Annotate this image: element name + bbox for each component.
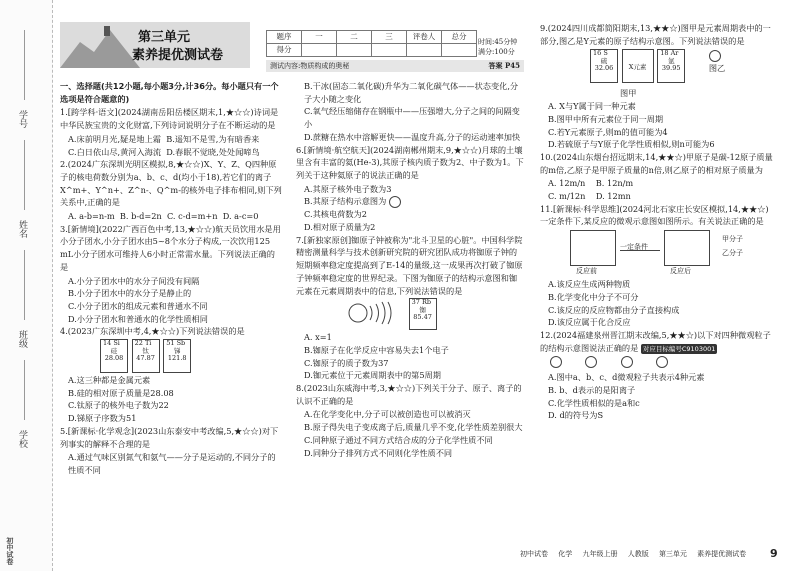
question-8: 8.(2023山东威海中考,3,★☆☆)下列关于分子、原子、离子的认识不正确的是 — [296, 383, 522, 406]
q8-option-b[interactable]: B.原子得失电子变成离子后,质量几乎不变,化学性质差别很大 — [304, 422, 523, 433]
score-head: 一 — [302, 31, 337, 44]
section-heading: 一、选择题(共12小题,每小题3分,计36分。每小题只有一个选项是符合题意的) — [60, 81, 279, 104]
element-cell: 22 Ti 钛 47.87 — [132, 339, 160, 373]
atom-diagram-icon — [389, 196, 401, 208]
q12-options — [540, 371, 776, 422]
q3-option-a[interactable]: A.小分子团水中的水分子间没有间隔 — [68, 275, 200, 286]
score-cell[interactable] — [407, 44, 442, 57]
q11-options — [540, 278, 776, 329]
q3-option-b[interactable]: B.小分子团水中的水分子是静止的 — [68, 288, 192, 299]
q4-option-c[interactable]: C.钛原子的核外电子数为22 — [68, 400, 169, 411]
score-head: 二 — [337, 31, 372, 44]
score-cell[interactable] — [372, 44, 407, 57]
q2-option-d[interactable]: D. a-c=0 — [222, 211, 259, 222]
line-student-no — [24, 30, 25, 100]
q3-options — [60, 275, 282, 326]
test-content: 测试内容:物质构成的奥秘 — [270, 62, 350, 70]
rb-element-cell: 37 Rb 铷 85.47 — [409, 298, 437, 330]
q5-option-c[interactable]: C.氧气经压缩储存在钢瓶中——压强增大,分子之间的间隔变小 — [304, 106, 520, 130]
element-cell: 14 Si 硅 28.08 — [100, 339, 128, 373]
q10-option-c[interactable]: C. m/12n — [548, 191, 586, 202]
footer-test-name: 素养提优测试卷 — [697, 550, 747, 558]
q6-option-a[interactable]: A.其原子核外电子数为3 — [304, 183, 392, 194]
score-head: 三 — [372, 31, 407, 44]
question-7: 7.[新独家原创]铷原子钟被称为"北斗卫星的心脏"。中国科学院精密测量科学与技术创新研究院的研究团队成功将铷原子钟的短期频率稳定度提高到了E-14的量级,这一成果再次打破了铷原子钟频率稳定度的世界纪录。下图为铷原子的结构示意图和铷元素在元素周期表中的信息,下列说法错误的是 — [296, 234, 523, 296]
q1-option-b[interactable]: B.遥知不是雪,为有暗香来 — [166, 133, 260, 144]
fig-jia-label: 图甲 — [620, 88, 637, 99]
score-head: 题序 — [267, 31, 302, 44]
unit-subtitle: 素养提优测试卷 — [132, 48, 224, 63]
question-2: 2.(2024广东深圳光明区模拟,8,★☆☆)X、Y、Z、Q四种原子的核电荷数分别为a、b、c、d(均小于18),若它们的离子X^m+、Y^n+、Z^n-、Q^m-的核外电子排布相同,则下列关系中,正确的是 — [60, 159, 282, 208]
label-name: 姓名 — [16, 220, 27, 238]
q9-option-c[interactable]: C.若Y元素原子,则m的值可能为4 — [548, 126, 668, 137]
q11-option-a[interactable]: A.该反应生成两种物质 — [548, 279, 631, 290]
q1-options — [60, 133, 282, 158]
q4-option-a[interactable]: A.这三种都是金属元素 — [68, 375, 151, 386]
content-bar — [266, 60, 524, 72]
score-cell[interactable] — [337, 44, 372, 57]
target-code: 对应目标编号C9103001 — [642, 344, 716, 353]
atom-diagram-icon — [656, 356, 668, 368]
q10-option-a[interactable]: A. 12m/n — [548, 178, 586, 189]
q5-option-d[interactable]: D.蔗糖在热水中溶解更快——温度升高,分子的运动速率加快 — [304, 131, 521, 142]
q11-option-c[interactable]: C.该反应的反应物都由分子直接构成 — [548, 304, 680, 315]
q4-option-d[interactable]: D.锑原子序数为51 — [68, 413, 137, 424]
question-9: 9.(2024四川成都简阳期末,13,★★☆)图甲是元素周期表中的一部分,图乙是Y元素的原子结构示意图。下列说法错误的是 — [540, 23, 771, 46]
q10-option-b[interactable]: B. 12n/m — [595, 178, 634, 189]
q12-option-a[interactable]: A.图中a、b、c、d微观粒子共表示4种元素 — [548, 372, 705, 383]
element-cells — [60, 339, 282, 373]
q8-option-d[interactable]: D.同种分子排列方式不同则化学性质不同 — [304, 447, 453, 458]
q12-option-b[interactable]: B. b、d表示的是阳离子 — [548, 385, 636, 396]
label-class: 班级 — [16, 330, 27, 348]
element-cell: 51 Sb 锑 121.8 — [163, 339, 191, 373]
unit-title: 第三单元 — [138, 30, 191, 45]
q10-option-d[interactable]: D. 12mn — [595, 191, 631, 202]
q9-option-d[interactable]: D.若硫原子与Y原子化学性质相似,则n可能为6 — [548, 139, 715, 150]
q9-options — [540, 100, 776, 151]
q8-option-c[interactable]: C.同种原子通过不同方式结合成的分子化学性质不同 — [304, 434, 493, 445]
question-5: 5.[新课标·化学观念](2023山东泰安中考改编,5,★☆☆)对下列事实的解释不合理的是 — [60, 425, 279, 449]
time-info — [478, 38, 517, 58]
q1-option-c[interactable]: C.白日依山尽,黄河入海流 — [68, 146, 162, 157]
q7-option-c[interactable]: C.铷原子的质子数为37 — [304, 357, 389, 368]
q1-option-a[interactable]: A.床前明月光,疑是地上霜 — [68, 133, 161, 144]
line-class — [24, 250, 25, 320]
before-label: 反应前 — [576, 267, 597, 276]
q8-option-a[interactable]: A.在化学变化中,分子可以被创造也可以被消灭 — [304, 409, 471, 420]
atom-diagram-icon — [709, 50, 721, 62]
q3-option-d[interactable]: D.小分子团水和普通水的化学性质相同 — [68, 313, 208, 324]
score-label: 得分 — [267, 44, 302, 57]
brand-logo: 初中试卷 — [5, 537, 15, 565]
fig-yi-label: 图乙 — [708, 63, 726, 74]
line-school — [24, 360, 25, 420]
question-6: 6.[新情境·航空航天](2024湖南郴州期末,9,★☆☆)月球的土壤里含有丰富的氦(He-3),其原子核内质子数为2、中子数为1。下列关于这种氦原子的说法正确的是 — [296, 144, 524, 180]
q12-option-c[interactable]: C.化学性质相似的是a和c — [548, 397, 640, 408]
q2-option-a[interactable]: A. a-b=n-m — [68, 211, 115, 222]
footer-unit: 第三单元 — [658, 550, 687, 558]
q8-options — [296, 408, 524, 459]
legend-yi: 乙分子 — [722, 249, 743, 258]
q2-options — [60, 210, 282, 223]
score-head: 总分 — [442, 31, 477, 44]
question-11: 11.[新课标·科学思维](2024河北石家庄长安区模拟,14,★★☆)一定条件下,某反应的微观示意图如图所示。有关说法正确的是 — [540, 203, 769, 227]
q4-option-b[interactable]: B.硅的相对原子质量是28.08 — [68, 387, 174, 398]
ar-element-cell: 18 Ar 氩 39.95 — [657, 49, 685, 83]
q6-option-c[interactable]: C.其核电荷数为2 — [304, 209, 367, 220]
reaction-arrow — [620, 250, 660, 251]
q9-figure — [540, 49, 776, 89]
q11-option-b[interactable]: B.化学变化中分子不可分 — [548, 291, 639, 302]
time-limit: 时间:45分钟 — [478, 38, 518, 46]
before-reaction-box — [570, 230, 616, 266]
q12-figure — [540, 355, 776, 371]
answer-page: 答案 P45 — [488, 61, 520, 70]
score-table — [266, 30, 477, 57]
footer-grade: 九年级上册 — [582, 550, 618, 558]
question-4: 4.(2023广东深圳中考,4,★☆☆)下列说法错误的是 — [60, 326, 245, 337]
rb-figure — [296, 298, 524, 330]
q6-option-b[interactable]: B.其原子结构示意图为 — [304, 195, 524, 208]
unit-banner — [60, 22, 250, 68]
q11-figure — [540, 230, 776, 276]
q10-options — [540, 177, 776, 202]
footer-brand: 初中试卷 — [520, 550, 548, 558]
question-1: 1.[跨学科·语文](2024湖南岳阳岳楼区期末,1,★☆☆)诗词是中华民族宝贵的文化财富,下列诗词说明分子在不断运动的是 — [60, 107, 279, 131]
q2-option-c[interactable]: C. c-d=m+n — [166, 211, 218, 222]
q7-option-d[interactable]: D.铷元素位于元素周期表中的第5周期 — [304, 370, 441, 381]
label-school: 学校 — [16, 430, 27, 448]
footer-subject: 化学 — [558, 550, 573, 558]
q7-options — [296, 331, 524, 382]
right-column — [540, 22, 776, 422]
reaction-condition: 一定条件 — [620, 243, 648, 252]
mountain-illustration — [60, 22, 140, 68]
score-cell[interactable] — [442, 44, 477, 57]
q1-option-d[interactable]: D.春眠不觉晓,处处闻啼鸟 — [166, 146, 260, 157]
question-3: 3.[新情境](2022广西百色中考,13,★☆☆)航天员饮用水是用小分子团水,小分子团水由5~8个水分子构成,一次饮用125 mL小分子团水可维持人6小时正常需水量。下列说法正确的是 — [60, 223, 281, 272]
q4-options — [60, 374, 282, 425]
score-cell[interactable] — [302, 44, 337, 57]
full-score: 满分:100分 — [478, 47, 515, 56]
line-name — [24, 140, 25, 210]
q12-option-d[interactable]: D. d的符号为S — [548, 410, 604, 421]
atom-diagram-icon — [550, 356, 562, 368]
left-column — [60, 80, 282, 477]
question-10: 10.(2024山东烟台招远期末,14,★★☆)甲原子是碳-12原子质量的m倍,乙原子是甲原子质量的n倍,则乙原子的相对原子质量为 — [540, 151, 773, 175]
score-head: 评卷人 — [407, 31, 442, 44]
q9-option-a[interactable]: A. X与Y属于同一种元素 — [548, 101, 636, 112]
footer-edition: 人教版 — [627, 550, 649, 558]
label-student-no: 学号 — [16, 110, 27, 128]
q5-option-a[interactable]: A.通过气味区别氮气和氨气——分子是运动的,不同分子的性质不同 — [68, 452, 276, 475]
rb-atom-diagram — [346, 298, 406, 328]
q7-option-a[interactable]: A. x=1 — [304, 332, 332, 343]
atom-diagram-icon — [621, 356, 633, 368]
x-element-cell: X元素 — [622, 49, 654, 83]
after-reaction-box — [664, 230, 710, 266]
q3-option-c[interactable]: C.小分子团水的组成元素和普通水不同 — [68, 300, 208, 311]
question-12: 12.(2024福建泉州晋江期末改编,5,★★☆)以下对四种微观粒子的结构示意图说法正确的是 对应目标编号C9103001 — [540, 329, 771, 353]
q11-option-d[interactable]: D.该反应属于化合反应 — [548, 317, 631, 328]
q6-options — [296, 183, 524, 234]
after-label: 反应后 — [670, 267, 691, 276]
q7-option-b[interactable]: B.铷原子在化学反应中容易失去1个电子 — [304, 344, 449, 355]
y-atom-figure — [709, 49, 725, 75]
page-footer — [520, 549, 754, 560]
page-number: 9 — [770, 547, 778, 560]
q2-option-b[interactable]: B. b-d=2n — [119, 211, 162, 222]
middle-column — [296, 80, 524, 459]
q6-option-d[interactable]: D.相对原子质量为2 — [304, 222, 376, 233]
q9-option-b[interactable]: B.图甲中所有元素位于同一周期 — [548, 113, 664, 124]
binding-strip — [0, 0, 53, 571]
legend-jia: 甲分子 — [722, 235, 743, 244]
s-element-cell: 16 S 硫 32.06 — [590, 49, 618, 83]
atom-diagram-icon — [585, 356, 597, 368]
q5-option-b[interactable]: B.干冰(固态二氧化碳)升华为二氧化碳气体——状态变化,分子大小随之变化 — [304, 81, 519, 104]
